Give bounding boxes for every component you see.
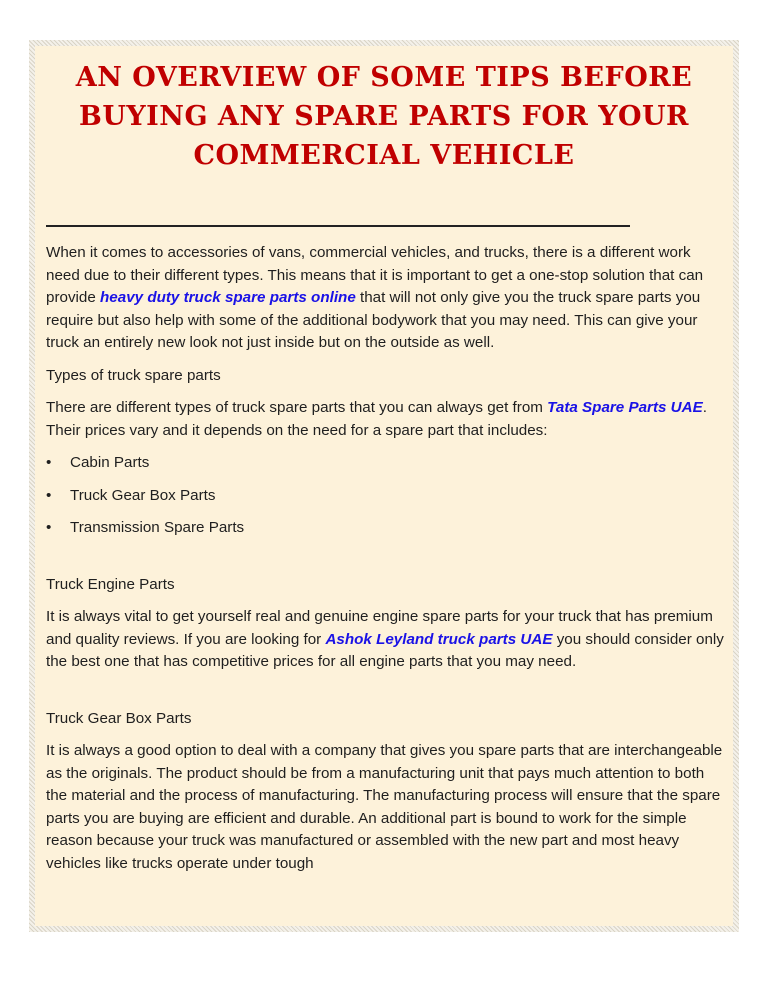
heavy-duty-parts-link[interactable]: heavy duty truck spare parts online [95, 289, 356, 306]
gearbox-paragraph: It is always a good option to deal with a company that gives you spare parts that are interchangeable as the originals. The product should be from a manufacturing unit that pays much attention to both the material and the process of manufacturing. The manufacturing process will ensure that the spare parts you are buying are efficient and durable. An additional part is bound to work for the simple reason because your truck was manufactured or assembled with the new part and most heavy vehicles like trucks operate under tough [46, 742, 723, 872]
section-heading-engine: Truck Engine Parts [46, 575, 175, 593]
list-item [46, 485, 728, 508]
section-heading-gearbox: Truck Gear Box Parts [46, 709, 192, 727]
list-item [46, 452, 728, 475]
spacer [46, 550, 728, 574]
list-item-label: Cabin Parts [70, 454, 150, 471]
tata-spare-parts-link[interactable]: Tata Spare Parts UAE [547, 399, 703, 416]
list-item-label: Truck Gear Box Parts [70, 486, 216, 504]
bullet-icon: • [46, 519, 52, 536]
types-text-before: There are different types of truck spare parts that you can always get from [46, 399, 548, 416]
spacer [46, 684, 728, 708]
intro-text-before: When it comes to accessories of vans, commercial vehicles, and trucks, there is a different work need due to their different types. This means that it is important to get a one-stop solution that can provide [46, 244, 704, 306]
list-item [46, 517, 728, 540]
intro-paragraph [46, 242, 728, 355]
title-divider [46, 225, 630, 227]
ashok-leyland-link[interactable]: Ashok Leyland truck parts UAE [325, 630, 553, 648]
section-heading-types: Types of truck spare parts [46, 366, 221, 384]
types-paragraph [46, 397, 728, 442]
bullet-icon: • [46, 486, 52, 504]
list-item-label: Transmission Spare Parts [70, 519, 245, 536]
engine-paragraph [46, 606, 728, 674]
engine-text-after: you should consider only the best one that has competitive prices for all engine parts that you may need. [46, 630, 724, 670]
intro-text-after: that will not only give you the truck spare parts you require but also help with some of the additional bodywork that you may need. This can give your truck an entirely new look not just inside but on the outside as well. [46, 289, 701, 351]
engine-text-before: It is always vital to get yourself real and genuine engine spare parts for your truck that has premium and quality reviews. If you are looking for [46, 608, 713, 648]
page-title: AN OVERVIEW OF SOME TIPS BEFORE BUYING ANY SPARE PARTS FOR YOUR COMMERCIAL VEHICLE [75, 62, 693, 171]
bullet-icon: • [46, 454, 52, 471]
document-body [46, 242, 728, 885]
types-text-after: . Their prices vary and it depends on the need for a spare part that includes: [46, 399, 707, 439]
